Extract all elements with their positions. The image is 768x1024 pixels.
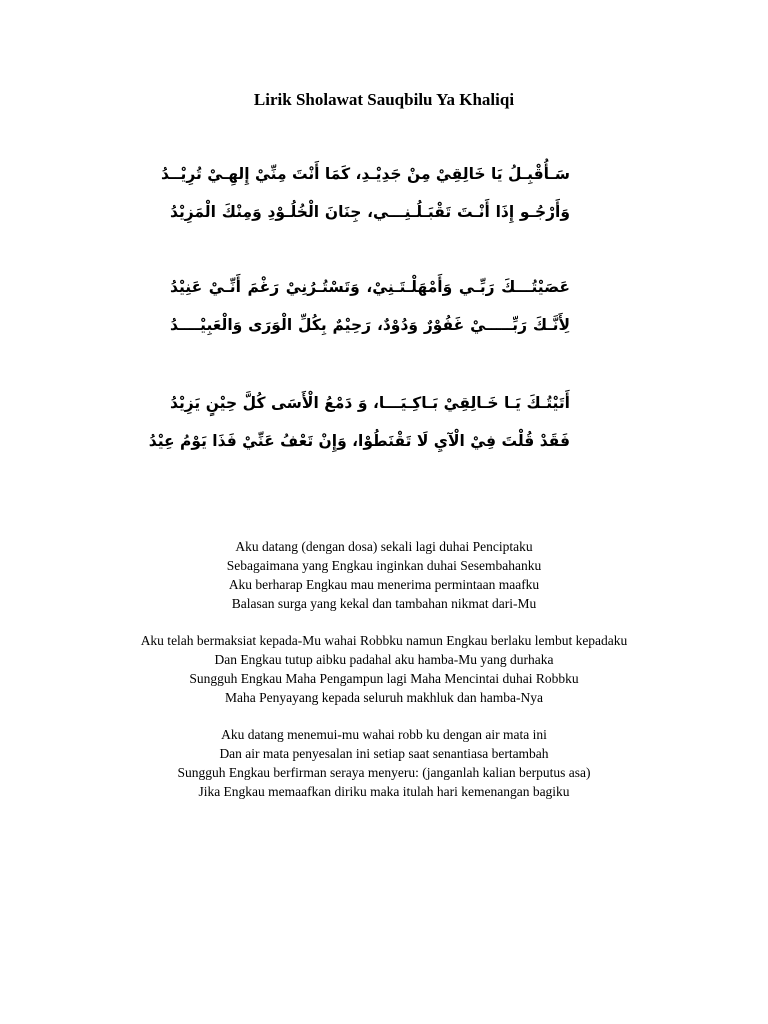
arabic-verse-line: أَتَيْتُـكَ يَـا خَـالِقِيْ بَـاكِـيَـــا، وَ دَمْعُ الْأَسَى كُلَّ حِيْنٍ يَزِيْدُ — [170, 394, 570, 412]
translation-line: Sungguh Engkau berfirman seraya menyeru: (janganlah kalian berputus asa) — [177, 765, 591, 780]
translation-line: Dan air mata penyesalan ini setiap saat senantiasa bertambah — [219, 746, 549, 761]
translation-line: Aku telah bermaksiat kepada-Mu wahai Robbku namun Engkau berlaku lembut kepadaku — [140, 633, 628, 648]
arabic-verse-line: وَأَرْجُـو إِذَا أَنْـتَ تَقْبَـلُـنِـــي، جِنَانَ الْخُلُـوْدِ وَمِنْكَ الْمَزِيْدُ — [170, 203, 570, 221]
document-title: Lirik Sholawat Sauqbilu Ya Khaliqi — [253, 90, 515, 109]
translation-stanza-2 — [0, 631, 768, 707]
translation-stanza-1 — [0, 537, 768, 613]
translation-line: Sungguh Engkau Maha Pengampun lagi Maha Mencintai duhai Robbku — [189, 671, 579, 686]
arabic-verse-line: سَـأُقْبِـلُ يَا خَالِقِيْ مِنْ جَدِيْـدِ، كَمَا أَنْتَ مِنِّيْ إِلهِـيْ تُرِيْــدُ — [160, 165, 570, 183]
translation-line: Jika Engkau memaafkan diriku maka itulah hari kemenangan bagiku — [198, 784, 570, 799]
arabic-stanza-2 — [170, 268, 570, 344]
arabic-verse-line: لِأَنَّـكَ رَبِّـــــيْ غَفُوْرٌ وَدُوْدٌ، رَحِيْمٌ بِكُلِّ الْوَرَى وَالْعَبِيْــــدُ — [170, 316, 570, 334]
translation-line: Dan Engkau tutup aibku padahal aku hamba-Mu yang durhaka — [214, 652, 554, 667]
arabic-stanza-1 — [160, 155, 570, 231]
arabic-stanza-3 — [148, 384, 570, 460]
translation-line: Aku berharap Engkau mau menerima permintaan maafku — [228, 577, 540, 592]
translation-line: Aku datang (dengan dosa) sekali lagi duhai Penciptaku — [235, 539, 533, 554]
translation-line: Sebagaimana yang Engkau inginkan duhai Sesembahanku — [226, 558, 542, 573]
translation-stanza-3 — [0, 725, 768, 801]
translation-line: Maha Penyayang kepada seluruh makhluk dan hamba-Nya — [225, 690, 543, 705]
translation-line: Balasan surga yang kekal dan tambahan nikmat dari-Mu — [231, 596, 537, 611]
translation-line: Aku datang menemui-mu wahai robb ku dengan air mata ini — [221, 727, 547, 742]
arabic-verse-line: فَقَدْ قُلْتَ فِيْ الْآيِ لَا تَقْنَطُوْا، وَإِنْ تَعْفُ عَنِّيْ فَذَا يَوْمُ عِيْدُ — [148, 432, 570, 450]
arabic-verse-line: عَصَيْتُـــكَ رَبِّـي وَأَمْهَلْـتَـنِيْ، وَتَسْتُـرُنِيْ رَغْمَ أَنِّـيْ عَنِيْدُ — [170, 278, 570, 296]
